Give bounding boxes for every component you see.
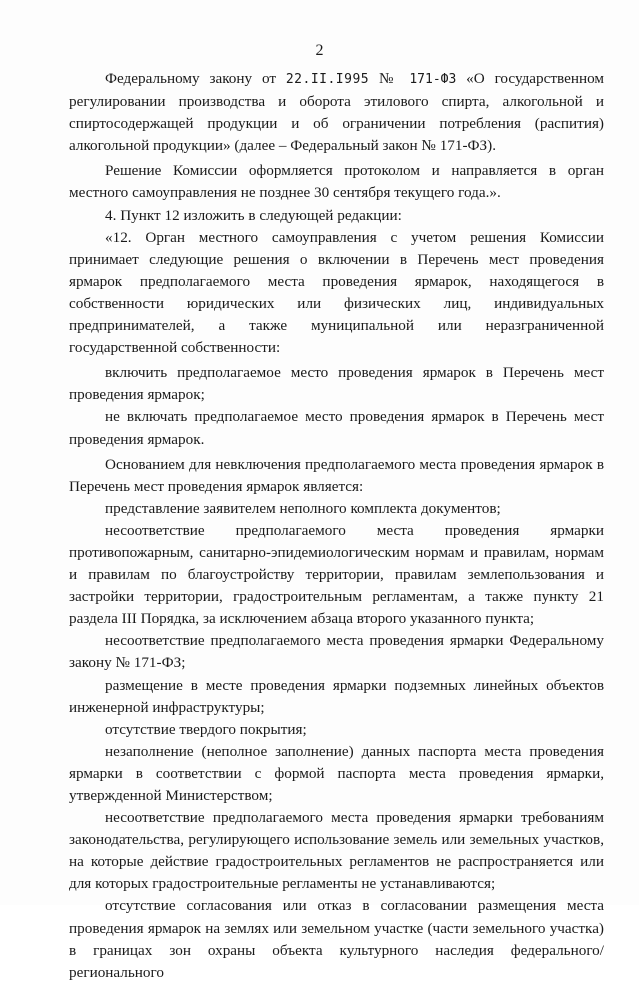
law-number-sign: №: [378, 70, 400, 87]
paragraph-item-4: 4. Пункт 12 изложить в следующей редакции:: [105, 206, 402, 224]
paragraph-exclude-option: не включать предполагаемое место проведения ярмарок в Перечень мест проведения ярмарок.: [69, 408, 604, 448]
paragraph-ground-no-hard-surface: отсутствие твердого покрытия;: [105, 720, 307, 738]
law-title: «О государственном регулировании производства и оборота этилового спирта, алкогольной и спиртосодержащей продукции и об ограничении потребления (распития) алкогольной продукции» (далее – Федеральный закон № 171-ФЗ).: [69, 70, 605, 155]
paragraph-grounds-intro: Основанием для невключения предполагаемого места проведения ярмарок в Перечень мест проведения ярмарок является:: [69, 455, 604, 495]
paragraph-ground-underground-objects: размещение в месте проведения ярмарки подземных линейных объектов инженерной инфраструктуры;: [69, 676, 604, 716]
paragraph-ground-incomplete-docs: представление заявителем неполного комплекта документов;: [105, 499, 501, 517]
document-body: [69, 68, 604, 984]
page-number: 2: [315, 42, 324, 59]
paragraph-item-12: «12. Орган местного самоуправления с учетом решения Комиссии принимает следующие решения о включении в Перечень мест проведения ярмарок предполагаемого места проведения ярмарок, находящегося в собственности юридических или физических лиц, индивидуальных предпринимателей, а также муниципальной или неразграниченной государственной собственности:: [69, 228, 604, 357]
law-reference-lead: Федеральному закону от: [105, 70, 276, 87]
law-date: 22.II.I995: [285, 72, 370, 87]
paragraph-ground-land-legislation: несоответствие предполагаемого места проведения ярмарки требованиям законодательства, регулирующего использование земель или земельных участков, на которые действие градостроительных регламентов не распространяется или для которых градостроительные регламенты не устанавливаются;: [69, 809, 604, 893]
paragraph-ground-passport: незаполнение (неполное заполнение) данных паспорта места проведения ярмарки в соответствии с формой паспорта места проведения ярмарки, утвержденной Министерством;: [69, 742, 604, 804]
paragraph-ground-law-171: несоответствие предполагаемого места проведения ярмарки Федеральному закону № 171-ФЗ;: [69, 632, 604, 672]
paragraph-include-option: включить предполагаемое место проведения ярмарок в Перечень мест проведения ярмарок;: [69, 364, 604, 404]
law-number: 171-ФЗ: [409, 72, 457, 87]
paragraph-law-reference: [69, 68, 604, 157]
paragraph-ground-noncompliance-norms: несоответствие предполагаемого места проведения ярмарки противопожарным, санитарно-эпидемиологическим нормам и правилам, нормам и правилам по благоустройству территории, правилам землепользования и застройки территории, градостроительным регламентам, а также пункту 21 раздела III Порядка, за исключением абзаца второго указанного пункта;: [69, 521, 604, 628]
paragraph-ground-cultural-heritage: отсутствие согласования или отказ в согласовании размещения места проведения ярмарок на землях или земельном участке (части земельного участка) в границах зон охраны объекта культурного наследия федерального/регионального: [69, 897, 604, 981]
paragraph-commission-decision: Решение Комиссии оформляется протоколом и направляется в орган местного самоуправления не позднее 30 сентября текущего года.».: [69, 162, 604, 202]
